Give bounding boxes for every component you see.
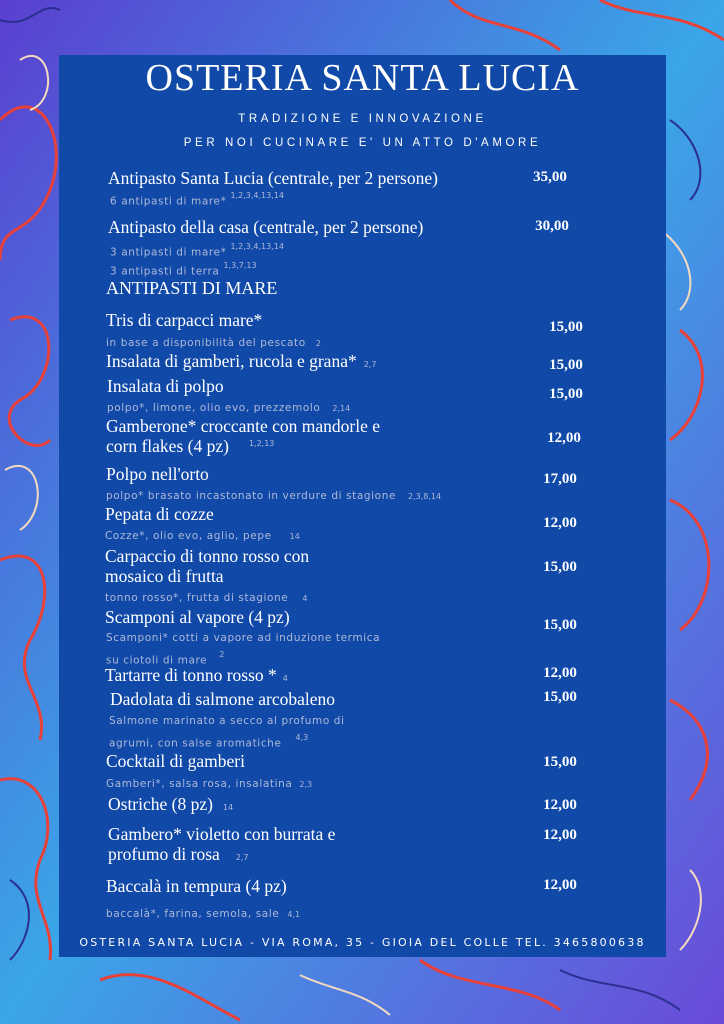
item-desc <box>105 526 300 544</box>
item-name: Polpo nell'orto <box>106 464 209 484</box>
allergens: 4 <box>282 674 288 683</box>
item-name: Tris di carpacci mare* <box>106 310 263 330</box>
item-price: 15,00 <box>549 357 583 373</box>
allergens: 1,3,7,13 <box>223 261 257 270</box>
special-line <box>110 242 284 260</box>
item-desc-text: baccalà*, farina, semola, sale <box>106 908 280 920</box>
item-desc <box>105 588 307 606</box>
item-name: Dadolata di salmone arcobaleno <box>110 689 335 709</box>
item-price: 15,00 <box>543 559 577 575</box>
item-name-line2: profumo di rosa <box>108 844 220 864</box>
item-desc-text: polpo*, limone, olio evo, prezzemolo <box>107 402 321 414</box>
allergens: 1,2,13 <box>248 438 275 448</box>
item-desc-text: Cozze*, olio evo, aglio, pepe <box>105 530 272 542</box>
item-desc-text: in base a disponibilità del pescato <box>106 337 306 349</box>
allergens: 2,3 <box>299 780 313 789</box>
item-desc-line2: agrumi, con salse aromatiche <box>109 737 282 750</box>
special-price: 30,00 <box>535 218 569 234</box>
item-price: 15,00 <box>543 689 577 705</box>
special-line-text: 3 antipasti di mare* <box>110 246 227 259</box>
item-name-line2: mosaico di frutta <box>105 566 224 586</box>
item-price: 12,00 <box>543 665 577 681</box>
item-desc-row <box>109 733 308 751</box>
item-name: Insalata di gamberi, rucola e grana* <box>106 351 357 371</box>
special-name: Antipasto della casa (centrale, per 2 persone) <box>108 217 424 237</box>
item-price: 15,00 <box>549 386 583 402</box>
item-desc: Salmone marinato a secco al profumo di <box>109 715 345 727</box>
item-name: Cocktail di gamberi <box>106 751 245 771</box>
item-name: Tartarre di tonno rosso * <box>105 665 277 685</box>
special-price: 35,00 <box>533 169 567 185</box>
item-desc <box>106 774 312 792</box>
item-desc-text: polpo* brasato incastonato in verdure di stagione <box>106 490 397 502</box>
item-name-line2: corn flakes (4 pz) <box>106 436 229 456</box>
allergens: 4,1 <box>287 910 301 919</box>
item-price: 15,00 <box>549 319 583 335</box>
item-desc <box>106 486 441 504</box>
item-name-row <box>106 351 376 372</box>
item-desc-text: Gamberi*, salsa rosa, insalatina <box>106 778 293 790</box>
item-name: Ostriche (8 pz) <box>108 794 213 814</box>
item-name: Carpaccio di tonno rosso con <box>105 546 310 566</box>
tagline-2: PER NOI CUCINARE E' UN ATTO D'AMORE <box>183 137 542 149</box>
allergens: 14 <box>222 803 234 812</box>
special-line <box>110 261 257 279</box>
item-price: 15,00 <box>543 754 577 770</box>
allergens: 2,14 <box>332 404 351 413</box>
item-name-row <box>108 844 249 865</box>
allergens: 1,2,3,4,13,14 <box>230 242 284 251</box>
item-name: Pepata di cozze <box>105 504 214 524</box>
item-name: Gamberone* croccante con mandorle e <box>106 416 381 436</box>
item-name-row <box>105 665 288 686</box>
section-title: ANTIPASTI DI MARE <box>106 278 278 298</box>
item-desc-text: tonno rosso*, frutta di stagione <box>105 592 289 604</box>
item-name: Gambero* violetto con burrata e <box>108 824 336 844</box>
item-desc: Scamponi* cotti a vapore ad induzione termica <box>106 632 381 644</box>
item-name: Insalata di polpo <box>107 376 224 396</box>
item-desc-line2: su ciotoli di mare <box>106 654 208 667</box>
restaurant-title: OSTERIA SANTA LUCIA <box>145 57 580 99</box>
item-price: 12,00 <box>543 827 577 843</box>
special-name: Antipasto Santa Lucia (centrale, per 2 persone) <box>108 168 438 188</box>
item-price: 12,00 <box>547 430 581 446</box>
item-name-row <box>106 436 274 457</box>
item-name: Scamponi al vapore (4 pz) <box>105 607 290 627</box>
item-desc <box>107 398 350 416</box>
special-line <box>110 191 284 209</box>
item-price: 12,00 <box>543 797 577 813</box>
footer-address: OSTERIA SANTA LUCIA - VIA ROMA, 35 - GIOIA DEL COLLE TEL. 3465800638 <box>79 936 646 949</box>
special-line-text: 3 antipasti di terra <box>110 265 220 278</box>
item-price: 12,00 <box>543 515 577 531</box>
item-price: 12,00 <box>543 877 577 893</box>
allergens: 2,7 <box>363 360 377 369</box>
allergens: 4 <box>302 594 308 603</box>
item-price: 17,00 <box>543 471 577 487</box>
tagline-1: TRADIZIONE E INNOVAZIONE <box>238 113 487 125</box>
allergens: 2,3,8,14 <box>408 492 442 501</box>
item-price: 15,00 <box>543 617 577 633</box>
allergens: 2 <box>315 339 321 348</box>
item-name-row <box>108 794 233 815</box>
item-desc <box>106 333 321 351</box>
item-desc <box>106 904 300 922</box>
allergens: 4,3 <box>295 733 309 742</box>
item-name: Baccalà in tempura (4 pz) <box>106 876 287 896</box>
allergens: 14 <box>289 532 300 541</box>
special-line-text: 6 antipasti di mare* <box>110 195 227 208</box>
allergens: 2,7 <box>235 853 249 862</box>
allergens: 1,2,3,4,13,14 <box>230 191 284 200</box>
allergens: 2 <box>219 650 225 659</box>
